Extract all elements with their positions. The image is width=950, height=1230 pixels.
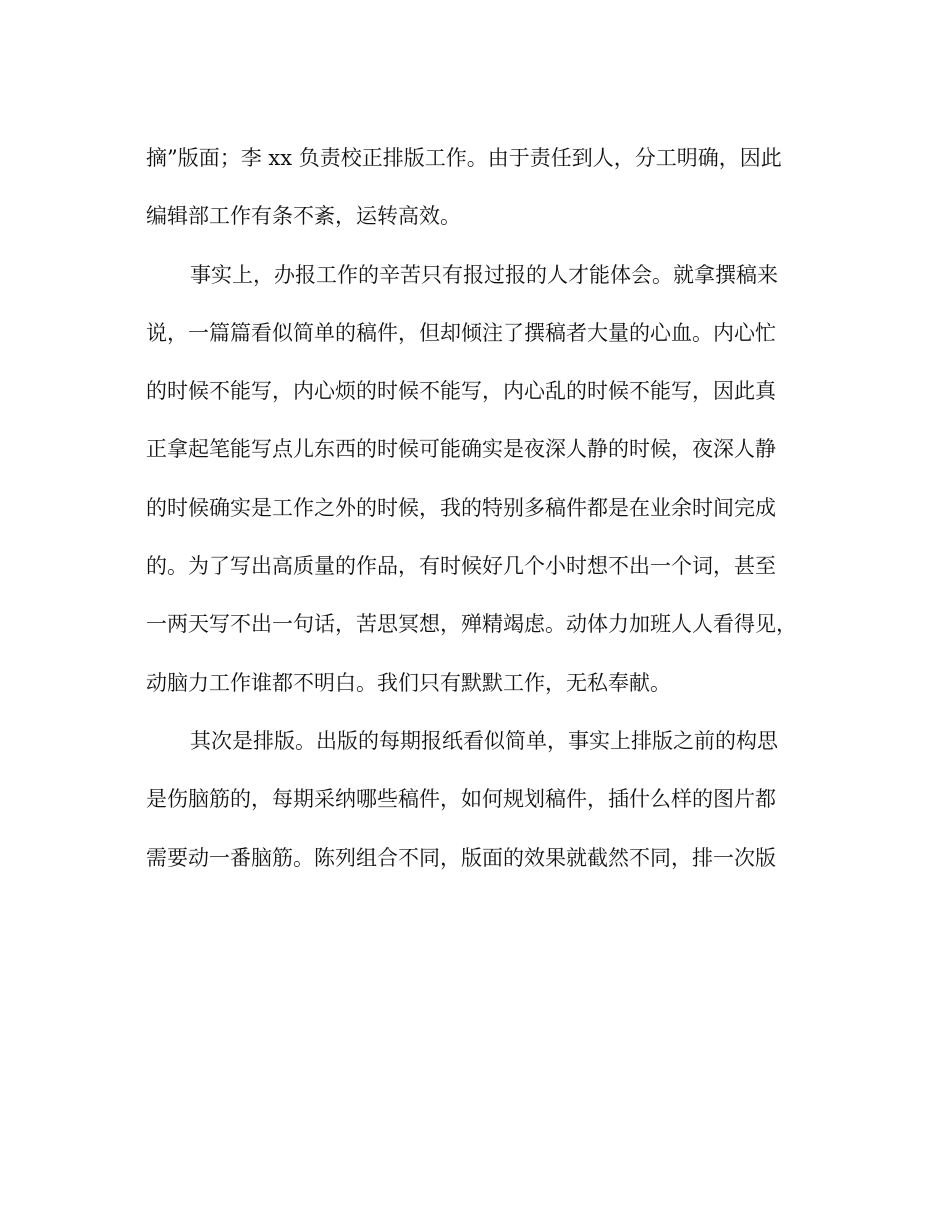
text-line: 编辑部工作有条不紊，运转高效。 (146, 204, 461, 229)
text-line: 正拿起笔能写点儿东西的时候可能确实是夜深人静的时候，夜深人静 (146, 437, 776, 462)
text-line: 动脑力工作谁都不明白。我们只有默默工作，无私奉献。 (146, 670, 671, 695)
text-line: 一两天写不出一句话，苦思冥想，殚精竭虑。动体力加班人人看得见， (146, 612, 797, 637)
text-line: 是伤脑筋的，每期采纳哪些稿件，如何规划稿件，插什么样的图片都 (146, 787, 776, 812)
body-text (146, 138, 806, 896)
paragraph-start-line: 其次是排版。出版的每期报纸看似简单，事实上排版之前的构思 (190, 728, 778, 753)
text-line: 的。为了写出高质量的作品，有时候好几个小时想不出一个词，甚至 (146, 554, 776, 579)
text-line: 摘”版面；李 xx 负责校正排版工作。由于责任到人，分工明确，因此 (146, 146, 782, 170)
text-line: 的时候不能写，内心烦的时候不能写，内心乱的时候不能写，因此真 (146, 379, 776, 404)
text-line: 需要动一番脑筋。陈列组合不同，版面的效果就截然不同，排一次版 (146, 845, 776, 870)
paragraph-start-line: 事实上，办报工作的辛苦只有报过报的人才能体会。就拿撰稿来 (190, 262, 778, 287)
text-line: 的时候确实是工作之外的时候，我的特别多稿件都是在业余时间完成 (146, 495, 776, 520)
text-line: 说，一篇篇看似简单的稿件，但却倾注了撰稿者大量的心血。内心忙 (146, 320, 776, 345)
